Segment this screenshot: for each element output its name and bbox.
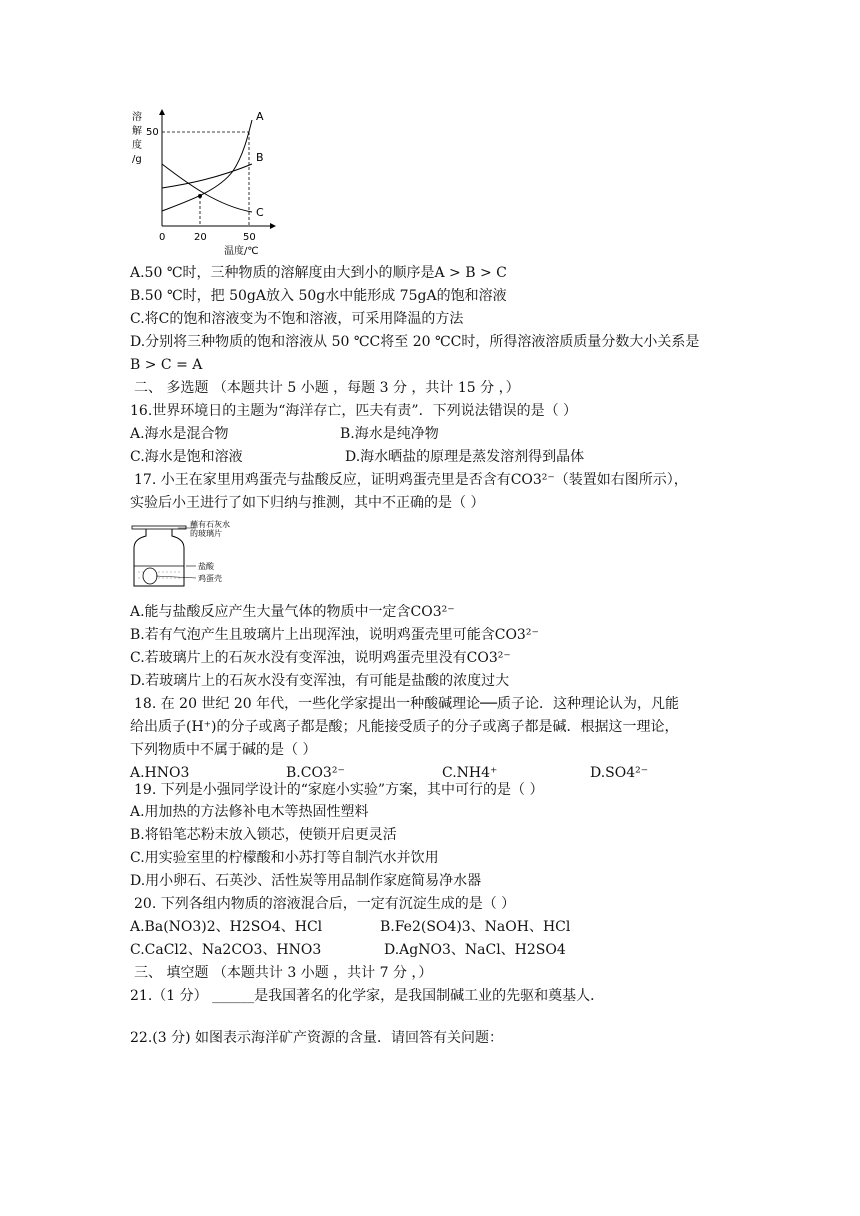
q20-option-a: A.Ba(NO3)2、H2SO4、HCl <box>130 919 323 935</box>
x-tick-20: 20 <box>194 232 207 243</box>
q15-option-c: C.将C的饱和溶液变为不饱和溶液，可采用降温的方法 <box>130 311 464 327</box>
curve-b <box>162 164 252 188</box>
q19-option-b: B.将铅笔芯粉末放入锁芯，使锁开启更灵活 <box>130 827 397 843</box>
fig-label-eggshell: 鸡蛋壳 <box>198 574 222 583</box>
q16-option-b: B.海水是纯净物 <box>340 426 439 442</box>
q19-option-c: C.用实验室里的柠檬酸和小苏打等自制汽水并饮用 <box>130 850 439 866</box>
q17-stem-1: 17. 小王在家里用鸡蛋壳与盐酸反应，证明鸡蛋壳里是否含有CO3²⁻（装置如右图所示）， <box>134 472 688 488</box>
y-axis-label-1: 溶 <box>132 112 142 123</box>
fig-label-glass: 的玻璃片 <box>190 529 222 538</box>
solubility-graph <box>128 106 278 258</box>
q18-stem-1: 18. 在 20 世纪 20 年代，一些化学家提出一种酸碱理论──质子论．这种理论认为，凡能 <box>134 696 679 712</box>
q19-option-d: D.用小卵石、石英沙、活性炭等用品制作家庭简易净水器 <box>130 873 482 889</box>
q17-option-d: D.若玻璃片上的石灰水没有变浑浊，有可能是盐酸的浓度过大 <box>130 673 510 689</box>
q16-stem: 16.世界环境日的主题为“海洋存亡，匹夫有责”．下列说法错误的是（ ） <box>130 403 578 419</box>
curve-label-c: C <box>256 206 264 219</box>
q15-option-a: A.50 ℃时，三种物质的溶解度由大到小的顺序是A > B > C <box>130 265 507 281</box>
x-tick-50: 50 <box>243 232 256 243</box>
curve-c <box>162 164 252 212</box>
y-axis-label-4: /g <box>132 154 142 165</box>
x-tick-0: 0 <box>159 232 166 243</box>
q21: 21.（1 分） ______是我国著名的化学家，是我国制碱工业的先驱和奠基人． <box>130 988 605 1004</box>
q18-option-a: A.HNO3 <box>130 765 190 781</box>
y-axis-label-3: 度 <box>132 140 142 151</box>
fig-label-acid: 盐酸 <box>198 562 214 571</box>
q20-stem: 20. 下列各组内物质的溶液混合后，一定有沉淀生成的是（ ） <box>134 896 516 912</box>
q20-option-c: C.CaCl2、Na2CO3、HNO3 <box>130 942 322 958</box>
section-3-heading: 三、 填空题 （本题共计 3 小题 ，共计 7 分 ，） <box>134 965 433 981</box>
q19-option-a: A.用加热的方法修补电木等热固性塑料 <box>130 804 369 820</box>
curve-label-a: A <box>256 110 264 123</box>
y-axis-label-2: 解 <box>132 126 142 137</box>
q18-option-d: D.SO4²⁻ <box>590 765 649 781</box>
q17-option-c: C.若玻璃片上的石灰水没有变浑浊，说明鸡蛋壳里没有CO3²⁻ <box>130 650 511 666</box>
apparatus-figure <box>128 520 238 590</box>
curve-label-b: B <box>256 151 264 164</box>
q18-stem-2: 给出质子(H⁺)的分子或离子都是酸；凡能接受质子的分子或离子都是碱．根据这一理论， <box>130 719 679 735</box>
q20-option-d: D.AgNO3、NaCl、H2SO4 <box>384 942 566 958</box>
q15-option-b: B.50 ℃时，把 50gA放入 50g水中能形成 75gA的饱和溶液 <box>130 288 507 304</box>
q16-option-a: A.海水是混合物 <box>130 426 229 442</box>
q20-option-b: B.Fe2(SO4)3、NaOH、HCl <box>380 919 571 935</box>
q18-option-b: B.CO3²⁻ <box>286 765 345 781</box>
q17-stem-2: 实验后小王进行了如下归纳与推测，其中不正确的是（ ） <box>130 495 485 511</box>
q18-option-c: C.NH4⁺ <box>442 765 498 781</box>
q15-option-d-2: B > C = A <box>130 357 203 373</box>
x-axis-label: 温度/℃ <box>224 246 259 257</box>
q17-option-a: A.能与盐酸反应产生大量气体的物质中一定含CO3²⁻ <box>130 604 455 620</box>
q22: 22.(3 分) 如图表示海洋矿产资源的含量．请回答有关问题： <box>130 1030 503 1046</box>
fig-label-limewater: 蘸有石灰水 <box>190 520 230 529</box>
q16-option-c: C.海水是饱和溶液 <box>130 449 243 465</box>
q16-option-d: D.海水晒盐的原理是蒸发溶剂得到晶体 <box>345 449 585 465</box>
q18-stem-3: 下列物质中不属于碱的是（ ） <box>130 742 317 758</box>
q19-stem: 19. 下列是小强同学设计的“家庭小实验”方案，其中可行的是（ ） <box>134 782 544 798</box>
y-tick-50: 50 <box>146 127 159 138</box>
curve-a <box>162 120 252 211</box>
q17-option-b: B.若有气泡产生且玻璃片上出现浑浊，说明鸡蛋壳里可能含CO3²⁻ <box>130 627 539 643</box>
q15-option-d-1: D.分别将三种物质的饱和溶液从 50 ℃C将至 20 ℃C时，所得溶液溶质质量分数大小关系是 <box>130 334 700 350</box>
section-2-heading: 二、 多选题 （本题共计 5 小题 ，每题 3 分 ，共计 15 分 ，） <box>134 380 520 396</box>
